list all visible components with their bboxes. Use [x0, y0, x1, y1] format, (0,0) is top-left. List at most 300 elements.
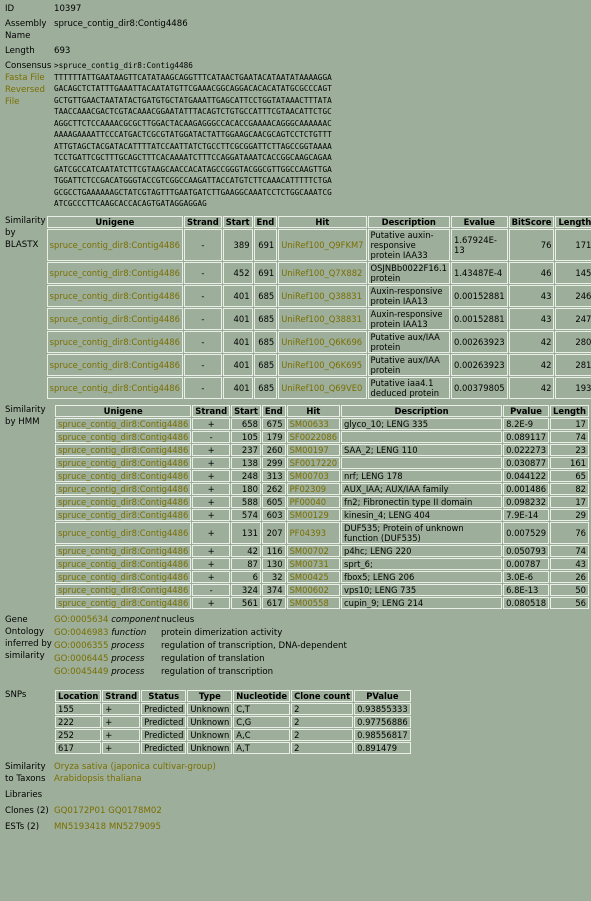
sequence-line: GCTGTTGAACTAATATACTGATGTGCTATGAAATTGAGCATTCCTGGTATAAACTTTATA	[54, 95, 332, 105]
hit-link[interactable]: UniRef100_Q7X882	[281, 267, 363, 278]
table-cell: 82	[550, 483, 589, 495]
table-cell: 76	[550, 522, 589, 544]
table-row	[47, 285, 591, 307]
table-cell: 3.0E-6	[503, 571, 549, 583]
length-row	[0, 45, 591, 57]
table-cell: fbox5; LENG 206	[341, 571, 502, 583]
consensus-sequence	[54, 60, 332, 210]
hit-link[interactable]: SM00558	[289, 597, 329, 608]
consensus-label: Consensus	[5, 61, 52, 71]
table-cell: 6.8E-13	[503, 584, 549, 596]
snp-table	[54, 689, 412, 755]
column-header: Strand	[192, 405, 230, 417]
table-cell: 76	[509, 229, 555, 261]
go-term-id-col	[54, 627, 161, 640]
column-header: Hit	[287, 405, 340, 417]
table-cell: +	[192, 496, 230, 508]
table-cell: 401	[223, 308, 253, 330]
sequence-line: TGGATTCTCCGACATGGGTACCGTCGGCCAAGATTACCATGTCTTCAAACATTTTTCTGA	[54, 176, 332, 185]
table-row	[47, 229, 591, 261]
table-cell: +	[192, 597, 230, 609]
column-header: Hit	[278, 216, 366, 228]
table-cell: +	[192, 558, 230, 570]
taxon-link[interactable]: Oryza sativa (japonica cultivar-group)	[54, 761, 216, 772]
table-cell	[287, 470, 340, 482]
table-cell	[287, 431, 340, 443]
hit-link[interactable]: SM00703	[289, 470, 329, 481]
table-cell	[287, 584, 340, 596]
table-cell	[47, 354, 183, 376]
table-cell	[55, 496, 191, 508]
table-cell: 46	[509, 262, 555, 284]
table-cell: 0.891479	[354, 742, 411, 754]
table-cell: 50	[550, 584, 589, 596]
table-cell: 179	[262, 431, 286, 443]
table-cell: SAA_2; LENG 110	[341, 444, 502, 456]
table-cell	[278, 354, 366, 376]
header-row	[55, 690, 411, 702]
go-term-link[interactable]: GO:0006355	[54, 640, 109, 651]
table-cell: +	[192, 444, 230, 456]
table-cell: 17	[550, 418, 589, 430]
go-term-row	[54, 653, 347, 666]
table-cell	[287, 545, 340, 557]
go-term-row	[54, 640, 347, 653]
hit-link[interactable]: SM00129	[289, 509, 329, 520]
table-cell: 237	[231, 444, 261, 456]
go-term-type: process	[111, 653, 145, 664]
column-header: Status	[141, 690, 186, 702]
hit-link[interactable]: SM00197	[289, 444, 329, 455]
table-cell	[55, 584, 191, 596]
table-cell: sprt_6;	[341, 558, 502, 570]
table-row	[55, 729, 411, 741]
table-cell: -	[184, 331, 222, 353]
table-cell	[278, 229, 366, 261]
sequence-line: TTTTTTATTGAATAAGTTCATATAAGCAGGTTTCATAACTGAATACATAATATAAAAGGA	[54, 72, 332, 82]
table-cell: 2	[291, 703, 353, 715]
table-cell: 29	[550, 509, 589, 521]
blastx-table	[46, 215, 591, 400]
table-row	[55, 431, 589, 443]
table-cell: 324	[231, 584, 261, 596]
go-term-type: component	[111, 614, 160, 625]
table-cell: 207	[262, 522, 286, 544]
sequence-line: GACAGCTCTATTTGAAATTACAATATGTTCGAAACGGCAGGACACACATATGCGCCCAGT	[54, 84, 332, 93]
table-row	[55, 545, 589, 557]
table-cell: 1.43487E-4	[451, 262, 508, 284]
table-cell: 193	[555, 377, 591, 399]
unigene-link[interactable]: spruce_contig_dir8:Contig4486	[58, 483, 189, 494]
column-header: Description	[368, 216, 450, 228]
table-cell: 561	[231, 597, 261, 609]
taxa-list	[54, 761, 216, 785]
hit-link[interactable]: PF02309	[289, 483, 327, 494]
go-term-link[interactable]: GO:0046983	[54, 627, 109, 638]
reversed-file-link[interactable]: Reversed File	[5, 85, 45, 107]
table-cell: -	[184, 308, 222, 330]
table-cell: 401	[223, 377, 253, 399]
table-cell: 0.022273	[503, 444, 549, 456]
table-row	[55, 703, 411, 715]
hit-link[interactable]: UniRef100_Q6K695	[281, 359, 363, 370]
fasta-file-link[interactable]: Fasta File	[5, 73, 45, 83]
table-cell: 42	[509, 377, 555, 399]
unigene-link[interactable]: spruce_contig_dir8:Contig4486	[58, 444, 189, 455]
table-cell: -	[184, 377, 222, 399]
go-term-description: regulation of transcription	[161, 666, 274, 677]
table-row	[55, 522, 589, 544]
hit-link[interactable]: SF0022086	[289, 431, 338, 442]
hit-link[interactable]: UniRef100_Q9FKM7	[281, 239, 364, 250]
table-cell	[55, 470, 191, 482]
go-term-description: nucleus	[161, 614, 195, 625]
table-cell: +	[192, 545, 230, 557]
assembly-value: spruce_contig_dir8:Contig4486	[54, 19, 188, 29]
unigene-link[interactable]: spruce_contig_dir8:Contig4486	[58, 571, 189, 582]
table-cell	[287, 571, 340, 583]
table-cell: DUF535; Protein of unknown function (DUF535)	[341, 522, 502, 544]
table-cell: 374	[262, 584, 286, 596]
hit-link[interactable]: SM00633	[289, 418, 329, 429]
column-header: Length	[550, 405, 589, 417]
table-cell: 313	[262, 470, 286, 482]
hit-link[interactable]: SM00425	[289, 571, 329, 582]
table-cell: 43	[509, 285, 555, 307]
table-cell: -	[184, 285, 222, 307]
unigene-link[interactable]: spruce_contig_dir8:Contig4486	[58, 558, 189, 569]
table-cell: Unknown	[187, 716, 232, 728]
table-cell: 222	[55, 716, 101, 728]
table-cell: 246	[555, 285, 591, 307]
go-term-id-col	[54, 666, 161, 679]
table-cell	[55, 431, 191, 443]
clones-row	[0, 805, 591, 817]
table-cell	[47, 229, 183, 261]
table-cell: 0.00787	[503, 558, 549, 570]
table-cell	[47, 285, 183, 307]
table-cell	[287, 444, 340, 456]
table-cell: +	[192, 571, 230, 583]
table-cell: 0.00379805	[451, 377, 508, 399]
go-term-link[interactable]: GO:0045449	[54, 666, 109, 677]
table-row	[55, 584, 589, 596]
unigene-link[interactable]: spruce_contig_dir8:Contig4486	[49, 359, 180, 370]
id-value: 10397	[54, 4, 82, 14]
est-link[interactable]: MN5193418	[54, 821, 107, 832]
table-cell: 617	[55, 742, 101, 754]
table-cell	[341, 457, 502, 469]
unigene-link[interactable]: spruce_contig_dir8:Contig4486	[49, 239, 180, 250]
table-cell: 0.089117	[503, 431, 549, 443]
go-term-description: regulation of translation	[161, 653, 265, 664]
table-cell: 281	[555, 354, 591, 376]
table-cell: 26	[550, 571, 589, 583]
table-cell: 658	[231, 418, 261, 430]
unigene-link[interactable]: spruce_contig_dir8:Contig4486	[58, 418, 189, 429]
table-cell: 0.098232	[503, 496, 549, 508]
table-cell	[278, 308, 366, 330]
table-cell: -	[192, 431, 230, 443]
table-cell	[287, 496, 340, 508]
hit-link[interactable]: UniRef100_Q69VE0	[281, 382, 363, 393]
go-section-label: Gene Ontology inferred by similarity	[5, 614, 52, 661]
unigene-link[interactable]: spruce_contig_dir8:Contig4486	[58, 597, 189, 608]
column-header: BitScore	[509, 216, 555, 228]
hit-link[interactable]: PF04393	[289, 527, 327, 538]
table-row	[55, 418, 589, 430]
clones-list	[54, 805, 162, 817]
table-cell: 260	[262, 444, 286, 456]
table-cell: C,T	[233, 703, 290, 715]
table-cell: Unknown	[187, 703, 232, 715]
table-cell: Putative aux/IAA protein	[368, 354, 450, 376]
table-cell: Predicted	[141, 716, 186, 728]
table-cell: 42	[509, 331, 555, 353]
table-cell	[47, 331, 183, 353]
table-cell: 0.98556817	[354, 729, 411, 741]
table-cell: 116	[262, 545, 286, 557]
table-cell: 685	[254, 331, 278, 353]
clone-link[interactable]: GQ0172P01	[54, 805, 106, 816]
column-header: Start	[223, 216, 253, 228]
hit-link[interactable]: SM00731	[289, 558, 329, 569]
go-term-row	[54, 614, 347, 627]
header-row	[47, 216, 591, 228]
table-cell: 1.67924E-13	[451, 229, 508, 261]
table-cell: 138	[231, 457, 261, 469]
table-row	[55, 597, 589, 609]
table-cell: 2	[291, 742, 353, 754]
est-link[interactable]: MN5279095	[108, 821, 161, 832]
unigene-link[interactable]: spruce_contig_dir8:Contig4486	[49, 336, 180, 347]
unigene-link[interactable]: spruce_contig_dir8:Contig4486	[58, 470, 189, 481]
table-cell: vps10; LENG 735	[341, 584, 502, 596]
unigene-link[interactable]: spruce_contig_dir8:Contig4486	[58, 545, 189, 556]
table-cell: 691	[254, 262, 278, 284]
table-cell: 56	[550, 597, 589, 609]
unigene-link[interactable]: spruce_contig_dir8:Contig4486	[49, 290, 180, 301]
table-row	[55, 509, 589, 521]
unigene-link[interactable]: spruce_contig_dir8:Contig4486	[58, 431, 189, 442]
snp-section	[0, 689, 591, 755]
hit-link[interactable]: UniRef100_Q6K696	[281, 336, 363, 347]
table-row	[47, 331, 591, 353]
hmm-section-label: Similarity by HMM	[5, 404, 46, 427]
sequence-line: ATTGTAGCTACGATACATTTTATCCAATTATCTGCCTTCGCGGATTCTTAGCCGGTAAAA	[54, 141, 332, 151]
table-cell: 74	[550, 545, 589, 557]
hit-link[interactable]: SF0017220	[289, 457, 338, 468]
table-cell: C,G	[233, 716, 290, 728]
table-cell: 0.080518	[503, 597, 549, 609]
table-cell	[278, 285, 366, 307]
consensus-header: >spruce_contig_dir8:Contig4486	[54, 61, 193, 70]
table-cell: A,C	[233, 729, 290, 741]
table-cell: 0.001486	[503, 483, 549, 495]
table-cell	[55, 457, 191, 469]
table-row	[55, 571, 589, 583]
hit-link[interactable]: SM00702	[289, 545, 329, 556]
hmm-table	[54, 404, 590, 610]
sequence-line: TCCTGATTCGCTTTGCAGCTTTCACAAAATCTTTCCAGGATAAATCACCGGCAAGCAGAA	[54, 153, 332, 162]
table-cell: 6	[231, 571, 261, 583]
unigene-link[interactable]: spruce_contig_dir8:Contig4486	[49, 267, 180, 278]
table-cell: 574	[231, 509, 261, 521]
table-row	[55, 558, 589, 570]
length-value: 693	[54, 46, 71, 56]
table-cell	[55, 444, 191, 456]
table-cell: 603	[262, 509, 286, 521]
unigene-link[interactable]: spruce_contig_dir8:Contig4486	[58, 509, 189, 520]
table-cell: 145	[555, 262, 591, 284]
table-cell: 0.00152881	[451, 285, 508, 307]
ests-list	[54, 821, 161, 833]
go-term-link[interactable]: GO:0005634	[54, 614, 109, 625]
table-row	[47, 262, 591, 284]
table-cell: 42	[231, 545, 261, 557]
table-cell: +	[192, 470, 230, 482]
column-header: Unigene	[55, 405, 191, 417]
table-cell: cupin_9; LENG 214	[341, 597, 502, 609]
column-header: Clone count	[291, 690, 353, 702]
table-cell: 389	[223, 229, 253, 261]
table-cell: 7.9E-14	[503, 509, 549, 521]
sequence-block	[54, 72, 332, 210]
table-cell: 605	[262, 496, 286, 508]
table-cell: 252	[55, 729, 101, 741]
table-cell: +	[102, 703, 140, 715]
table-cell	[55, 597, 191, 609]
table-cell: 0.00263923	[451, 331, 508, 353]
hit-link[interactable]: SM00602	[289, 584, 329, 595]
unigene-link[interactable]: spruce_contig_dir8:Contig4486	[58, 584, 189, 595]
table-cell: 401	[223, 331, 253, 353]
table-cell: 262	[262, 483, 286, 495]
table-row	[47, 308, 591, 330]
table-cell: kinesin_4; LENG 404	[341, 509, 502, 521]
table-row	[55, 742, 411, 754]
sequence-line: TAACCAAACGACTCGTACAAACGGAATATTTACAGTCTGTGCCATTTCGTAACATTCTGC	[54, 107, 332, 116]
table-cell	[47, 262, 183, 284]
table-cell: Predicted	[141, 703, 186, 715]
unigene-link[interactable]: spruce_contig_dir8:Contig4486	[49, 313, 180, 324]
table-cell	[287, 418, 340, 430]
table-cell: p4hc; LENG 220	[341, 545, 502, 557]
column-header: Type	[187, 690, 232, 702]
table-cell	[287, 597, 340, 609]
hit-link[interactable]: PF00040	[289, 496, 327, 507]
taxon-link[interactable]: Arabidopsis thaliana	[54, 773, 142, 784]
sequence-line: GCGCCTGAAAAAAGCTATCGTAGTTTGAATGATCTTGAAGGCAAATCCTCTGGCAAATCG	[54, 187, 332, 197]
table-cell: 87	[231, 558, 261, 570]
table-cell: 0.030877	[503, 457, 549, 469]
hit-link[interactable]: UniRef100_Q38831	[281, 313, 362, 324]
table-row	[55, 716, 411, 728]
id-row	[0, 3, 591, 15]
table-cell: +	[192, 457, 230, 469]
unigene-link[interactable]: spruce_contig_dir8:Contig4486	[58, 496, 189, 507]
column-header: Evalue	[451, 216, 508, 228]
table-cell: +	[192, 418, 230, 430]
table-cell: 155	[55, 703, 101, 715]
consensus-label-col	[0, 60, 54, 210]
ests-row	[0, 821, 591, 833]
table-cell	[55, 483, 191, 495]
unigene-link[interactable]: spruce_contig_dir8:Contig4486	[58, 457, 189, 468]
go-term-id-col	[54, 653, 161, 666]
table-cell: Putative aux/IAA protein	[368, 331, 450, 353]
go-term-type: function	[111, 627, 147, 638]
libraries-row	[0, 789, 591, 801]
go-term-link[interactable]: GO:0006445	[54, 653, 109, 664]
table-cell: 299	[262, 457, 286, 469]
table-cell: 588	[231, 496, 261, 508]
sequence-line: ATCGCCCTTCAAGCACCACAGTGATAGGAGGAG	[54, 199, 207, 208]
go-list	[54, 614, 347, 679]
table-cell: Unknown	[187, 729, 232, 741]
table-cell: Auxin-responsive protein IAA13	[368, 285, 450, 307]
table-row	[47, 377, 591, 399]
table-cell: 43	[550, 558, 589, 570]
go-term-type: process	[111, 640, 145, 651]
table-cell: +	[102, 729, 140, 741]
table-cell	[287, 558, 340, 570]
table-cell: nrf; LENG 178	[341, 470, 502, 482]
table-cell: 691	[254, 229, 278, 261]
go-term-description: protein dimerization activity	[161, 627, 283, 638]
table-cell: 0.050793	[503, 545, 549, 557]
hmm-section	[0, 404, 591, 610]
table-cell: 32	[262, 571, 286, 583]
sequence-line: AAAAGAAAATTCCCATGACTCGCGTATGGATACTATTGGAAGCAACGCAGTCCTCTGTTT	[54, 130, 332, 139]
table-cell	[47, 308, 183, 330]
table-cell: 180	[231, 483, 261, 495]
column-header: Strand	[102, 690, 140, 702]
go-term-row	[54, 666, 347, 679]
table-cell: 0.00152881	[451, 308, 508, 330]
hit-link[interactable]: UniRef100_Q38831	[281, 290, 362, 301]
column-header: Length	[555, 216, 591, 228]
go-term-description: regulation of transcription, DNA-dependent	[161, 640, 347, 651]
column-header: PValue	[354, 690, 411, 702]
clone-link[interactable]: GQ0178M02	[108, 805, 162, 816]
table-cell	[55, 545, 191, 557]
table-cell: +	[102, 742, 140, 754]
unigene-link[interactable]: spruce_contig_dir8:Contig4486	[49, 382, 180, 393]
table-cell: 131	[231, 522, 261, 544]
table-cell: 65	[550, 470, 589, 482]
sequence-line: GATCGCCATCAATATCTTCGTAAGCAACCACATAGCCGGGTACGGCGTTGGCCAAGTTGA	[54, 164, 332, 174]
table-cell: +	[192, 522, 230, 544]
table-cell: -	[192, 584, 230, 596]
table-cell	[55, 558, 191, 570]
consensus-row	[0, 60, 591, 210]
table-cell	[278, 377, 366, 399]
table-row	[55, 496, 589, 508]
unigene-link[interactable]: spruce_contig_dir8:Contig4486	[58, 527, 189, 538]
table-cell: 675	[262, 418, 286, 430]
table-cell	[278, 262, 366, 284]
table-cell: Putative auxin-responsive protein IAA33	[368, 229, 450, 261]
table-cell: 401	[223, 354, 253, 376]
table-cell: 0.044122	[503, 470, 549, 482]
clones-label: Clones (2)	[5, 805, 49, 816]
blastx-section	[0, 215, 591, 400]
assembly-row	[0, 18, 591, 42]
table-cell: +	[102, 716, 140, 728]
table-cell: 0.97756886	[354, 716, 411, 728]
header-row	[55, 405, 589, 417]
